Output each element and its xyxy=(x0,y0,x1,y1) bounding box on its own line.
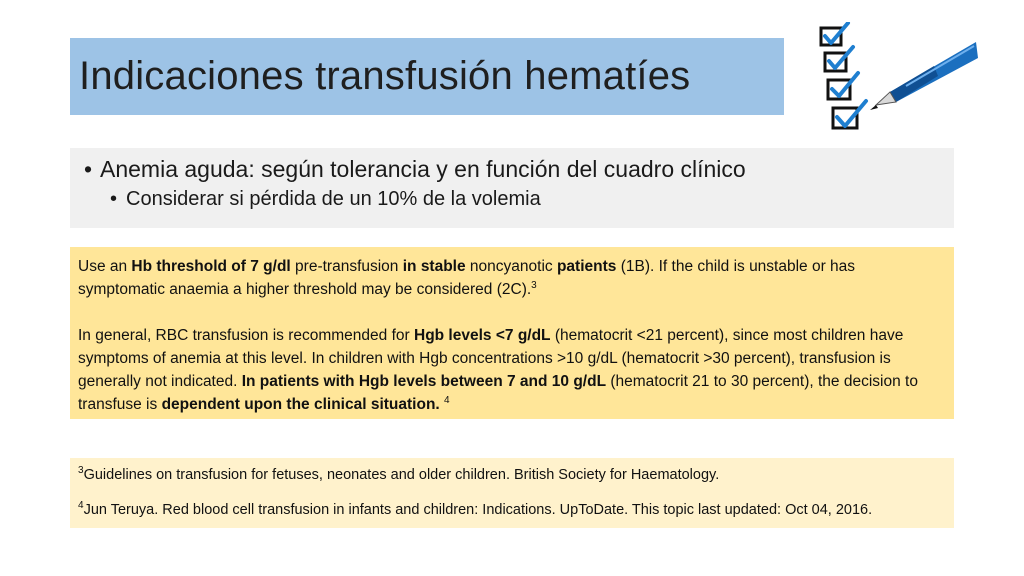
reference-number: 4 xyxy=(78,500,84,512)
guideline-paragraph-1 xyxy=(78,255,944,301)
bold-run: in stable xyxy=(402,258,466,275)
bullet-subitem-volemia xyxy=(110,184,954,214)
reference-1 xyxy=(78,465,946,485)
reference-number: 3 xyxy=(78,465,84,477)
checklist-pen-icon xyxy=(806,22,978,137)
bold-run: dependent upon the clinical situation. xyxy=(161,396,440,413)
references-box xyxy=(70,458,954,528)
text-run: (hematocrit 21 to 30 percent), the decision to transfuse is xyxy=(78,373,918,413)
bold-run: Hgb levels <7 g/dL xyxy=(414,327,551,344)
citation-ref: 3 xyxy=(531,279,537,291)
text-run: noncyanotic xyxy=(465,258,557,275)
title-banner xyxy=(70,38,784,115)
citation-ref: 4 xyxy=(444,394,450,406)
bullet-item-acute-anemia xyxy=(84,154,954,184)
text-run: (hematocrit <21 percent), since most children have symptoms of anemia at this level. In children with Hgb concentrations >10 g/dL (hematocrit >30 percent), transfusion is generally not indicated. xyxy=(78,327,904,390)
bullet-marker: • xyxy=(110,188,118,210)
bullet-text: Anemia aguda: según tolerancia y en función del cuadro clínico xyxy=(100,156,746,182)
guideline-box xyxy=(70,247,954,419)
bullet-text: Considerar si pérdida de un 10% de la volemia xyxy=(126,188,541,210)
bold-run: patients xyxy=(556,258,617,275)
bullet-list xyxy=(70,148,954,228)
bullet-marker: • xyxy=(84,156,93,182)
text-run: Use an xyxy=(78,258,132,275)
text-run: pre-transfusion xyxy=(290,258,403,275)
reference-text: Jun Teruya. Red blood cell transfusion in infants and children: Indications. UpToDate. This topic last updated: Oct 04, 2016. xyxy=(83,502,873,518)
slide-title: Indicaciones transfusión hematíes xyxy=(79,54,691,98)
text-run: In general, RBC transfusion is recommended for xyxy=(78,327,414,344)
text-run: (1B). If the child is unstable or has symptomatic anaemia a higher threshold may be considered (2C). xyxy=(78,258,856,298)
reference-2 xyxy=(78,500,946,520)
reference-text: Guidelines on transfusion for fetuses, neonates and older children. British Society for Haematology. xyxy=(83,467,720,483)
bold-run: In patients with Hgb levels between 7 and 10 g/dL xyxy=(241,373,607,390)
bold-run: Hb threshold of 7 g/dl xyxy=(131,258,291,275)
guideline-paragraph-2 xyxy=(78,324,944,416)
